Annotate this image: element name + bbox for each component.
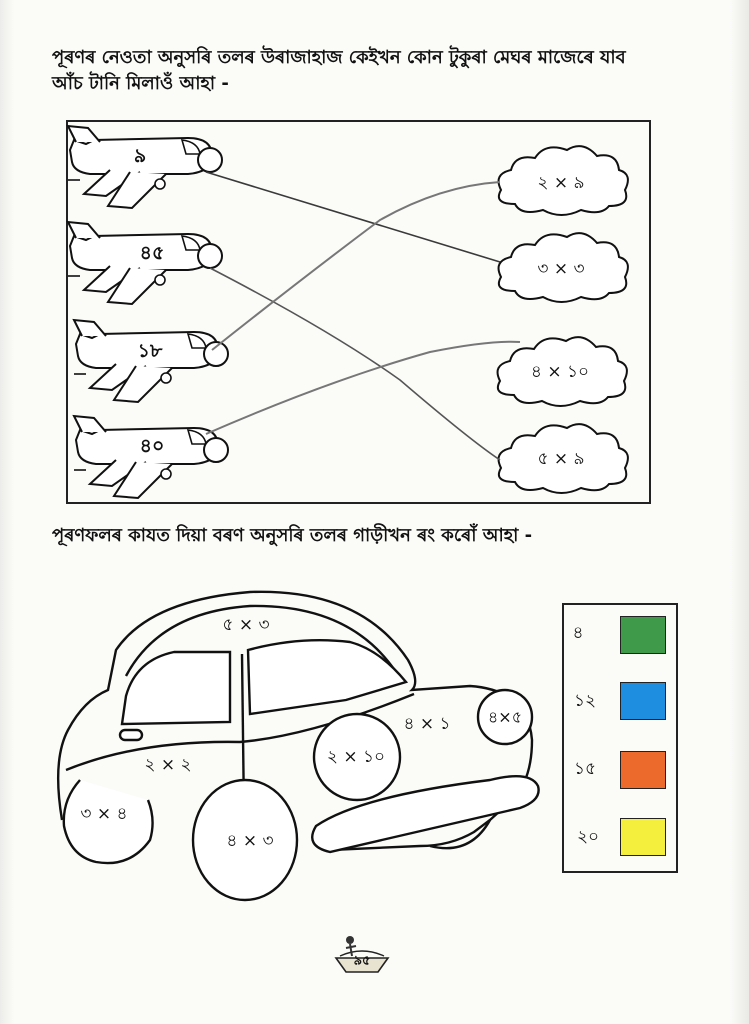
car-label-roof: ৫ × ৩	[222, 615, 270, 635]
legend-value-2: ১২	[573, 691, 597, 711]
legend-value-3: ১৫	[573, 759, 597, 779]
cloud-label-3: ৪ × ১০	[530, 362, 590, 382]
car-label-front-fender: ৪ × ১	[403, 714, 451, 734]
car-label-door: ২ × ২	[144, 755, 192, 775]
legend-swatch-orange	[620, 751, 666, 789]
plane-label-4: ৪০	[139, 435, 165, 457]
car-label-front-wheel: ৪ × ৩	[226, 831, 274, 851]
instruction-line-2: আঁচ টানি মিলাওঁ আহা -	[52, 73, 229, 94]
cloud-label-1: ২ × ৯	[537, 173, 585, 193]
legend-swatch-green	[620, 616, 666, 654]
legend-swatch-yellow	[620, 818, 666, 856]
legend-value-1: ৪	[572, 623, 584, 643]
cloud-label-2: ৩ × ৩	[537, 259, 585, 279]
instruction-coloring: পূৰণফলৰ কাযত দিয়া বৰণ অনুসৰি তলৰ গাড়ীখন ৰং কৰোঁ আহা -	[52, 525, 533, 546]
plane-label-3: ১৮	[137, 340, 163, 362]
match-line-1	[206, 172, 500, 262]
instruction-line-1: পূৰণৰ নেওতা অনুসৰি তলৰ উৰাজাহাজ কেইখন কোন টুকুৰা মেঘৰ মাজেৰে যাব	[52, 47, 626, 68]
cloud-label-4: ৫ × ৯	[537, 449, 585, 469]
plane-label-2: ৪৫	[139, 242, 165, 264]
car-label-wheel-hub: ২ × ১০	[326, 747, 386, 767]
legend-value-4: ২০	[576, 827, 600, 847]
legend-swatch-blue	[620, 682, 666, 720]
page-number: ৯৫	[353, 953, 371, 969]
match-line-3	[212, 182, 500, 350]
car-drawing	[58, 592, 538, 900]
car-label-rear-wheel: ৩ × ৪	[80, 804, 128, 824]
match-line-2	[210, 268, 500, 460]
plane-label-1: ৯	[133, 145, 147, 167]
car-label-headlight: ৪×৫	[487, 707, 523, 727]
